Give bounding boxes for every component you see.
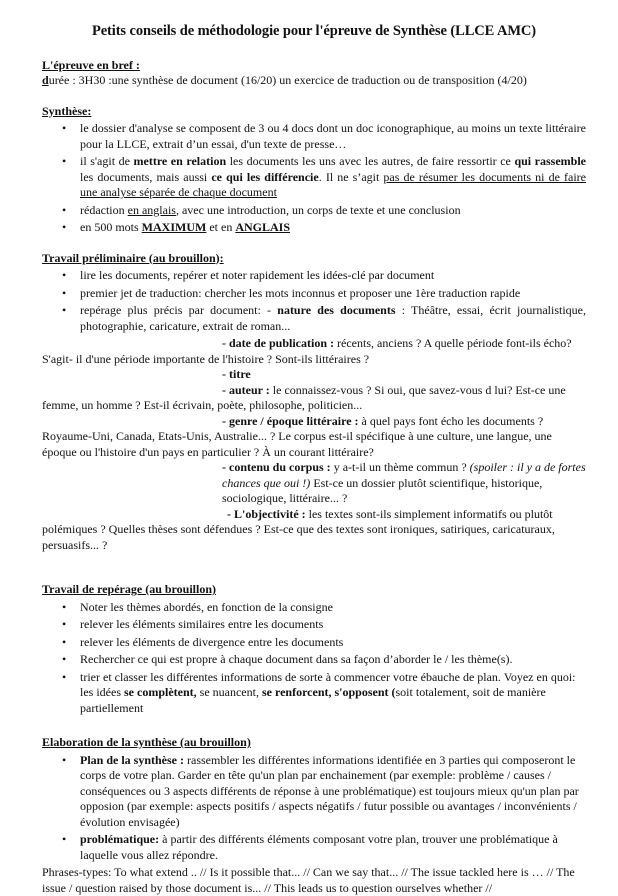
bullet-icon: • [62,303,67,317]
section-heading: L'épreuve en bref : [42,57,140,72]
elaboration-list [42,753,586,864]
list-item: • trier et classer les différentes informations de sorte à commencer votre ébauche de plan. Voyez en quoi: les idées se complètent, se nuancent, se renforcent, s'opposent (soit totalement, soit de manière partiellement [62,669,576,715]
bullet-icon: • [62,268,67,282]
section-synthese [42,104,586,236]
criterion-date-cont: S'agit- il d'une période importante de l'histoire ? Sont-ils littéraires ? [42,351,370,366]
bullet-icon: • [62,617,67,631]
list-item: • Plan de la synthèse : rassembler les différentes informations identifiée en 3 parties qui composeront le corps de votre plan. Garder en tête qu'un plan par enchainement (par exemple: problème / causes / conséquences ou 3 aspects différents de réponse à une problématique) est toujours mieux qu'un plan par opposion (par exemple: aspects positifs / aspects négatifs / futur possible ou avantages / inconvénients / évolution envisagée) [62,752,579,829]
bullet-icon: • [62,202,67,217]
phrases-types: Phrases-types: To what extend .. // Is it possible that... // Can we say that... // The issue tackled here is … // The issue / question raised by those document is... // This leads us to question ourselves whether // [42,865,575,895]
bullet-icon: • [62,220,67,234]
section-reperage [42,582,586,716]
list-item: • le dossier d'analyse se composent de 3 ou 4 docs dont un doc iconographique, au moins un texte littéraire pour la LLCE, extrait d’un essai, d'un texte de presse… [62,121,586,151]
duration-line: durée : 3H30 :une synthèse de document (16/20) un exercice de traduction ou de transposition (4/20) [42,73,527,87]
criterion-genre-cont: Royaume-Uni, Canada, Etats-Unis, Australie... ? Le corpus est-il spécifique à une culture, une langue, une époque ou l'histoire d'un pays en particulier ? À un courant littéraire? [42,429,552,459]
list-item: • relever les éléments similaires entre les documents [62,617,324,631]
preliminaire-list [42,268,586,334]
criterion-auteur: - auteur : le connaissez-vous ? Si oui, que savez-vous d lui? Est-ce une [222,382,566,397]
bullet-icon: • [62,599,67,614]
reperage-list [42,600,586,717]
list-item: • il s'agit de mettre en relation les documents les uns avec les autres, de faire ressortir ce qui rassemble les documents, mais aussi ce qui les différencie. Il ne s’agit pas de résumer les documents ni de faire une analyse séparée de chaque document [62,154,587,199]
section-bref [42,58,586,89]
document-title: Petits conseils de méthodologie pour l'épreuve de Synthèse (LLCE AMC) [91,23,537,39]
bullet-icon: • [62,154,67,168]
list-item: • rédaction en anglais, avec une introduction, un corps de texte et une conclusion [62,202,461,217]
bullet-icon: • [62,752,67,767]
list-item: • problématique: à partir des différents éléments composant votre plan, trouver une problématique à laquelle vous allez répondre. [62,832,558,862]
criterion-genre: - genre / époque littéraire : à quel pays font écho les documents ? [222,413,544,428]
list-item: • premier jet de traduction: chercher les mots inconnus et proposer une 1ère traduction rapide [62,285,521,300]
list-item: • Rechercher ce qui est propre à chaque document dans sa façon d’aborder le / les thème(s). [62,652,513,666]
bullet-icon: • [62,285,67,300]
section-preliminaire [42,251,586,554]
list-item: • repérage plus précis par document: - nature des documents : Théâtre, essai, écrit journalistique, photographie, caricature, extrait de roman... [62,303,586,333]
list-item: • en 500 mots MAXIMUM et en ANGLAIS [62,220,291,234]
section-elaboration [42,735,586,896]
criterion-auteur-cont: femme, un homme ? Est-il écrivain, poète, philosophe, politicien... [42,398,363,412]
bullet-icon: • [62,652,67,666]
bullet-icon: • [62,832,67,846]
bullet-icon: • [62,634,67,649]
section-heading: Travail de repérage (au brouillon) [42,582,216,596]
bullet-icon: • [62,669,67,684]
synthese-list [42,121,586,236]
criterion-contenu: - contenu du corpus : y a-t-il un thème commun ? (spoiler : il y a de fortes chances que oui !) Est-ce un dossier plutôt scientifique, historique, sociologique, littéraire... ? [222,460,586,505]
criterion-objectivite-cont: polémiques ? Quelles thèses sont défendues ? Est-ce que des textes sont ironiques, satiriques, caricaturaux, persuasifs... ? [42,522,555,552]
criterion-objectivite: - L'objectivité : les textes sont-ils simplement informatifs ou plutôt [227,506,553,521]
section-heading: Travail préliminaire (au brouillon): [42,250,224,265]
criterion-titre: - titre [222,367,251,381]
section-heading: Synthèse: [42,103,92,118]
list-item: • lire les documents, repérer et noter rapidement les idées-clé par document [62,268,435,282]
section-heading: Elaboration de la synthèse (au brouillon) [42,735,251,749]
list-item: • relever les éléments de divergence entre les documents [62,634,344,649]
criterion-date: - date de publication : récents, anciens ? A quelle période font-ils écho? [222,336,572,350]
bullet-icon: • [62,121,67,135]
list-item: • Noter les thèmes abordés, en fonction de la consigne [62,599,333,614]
